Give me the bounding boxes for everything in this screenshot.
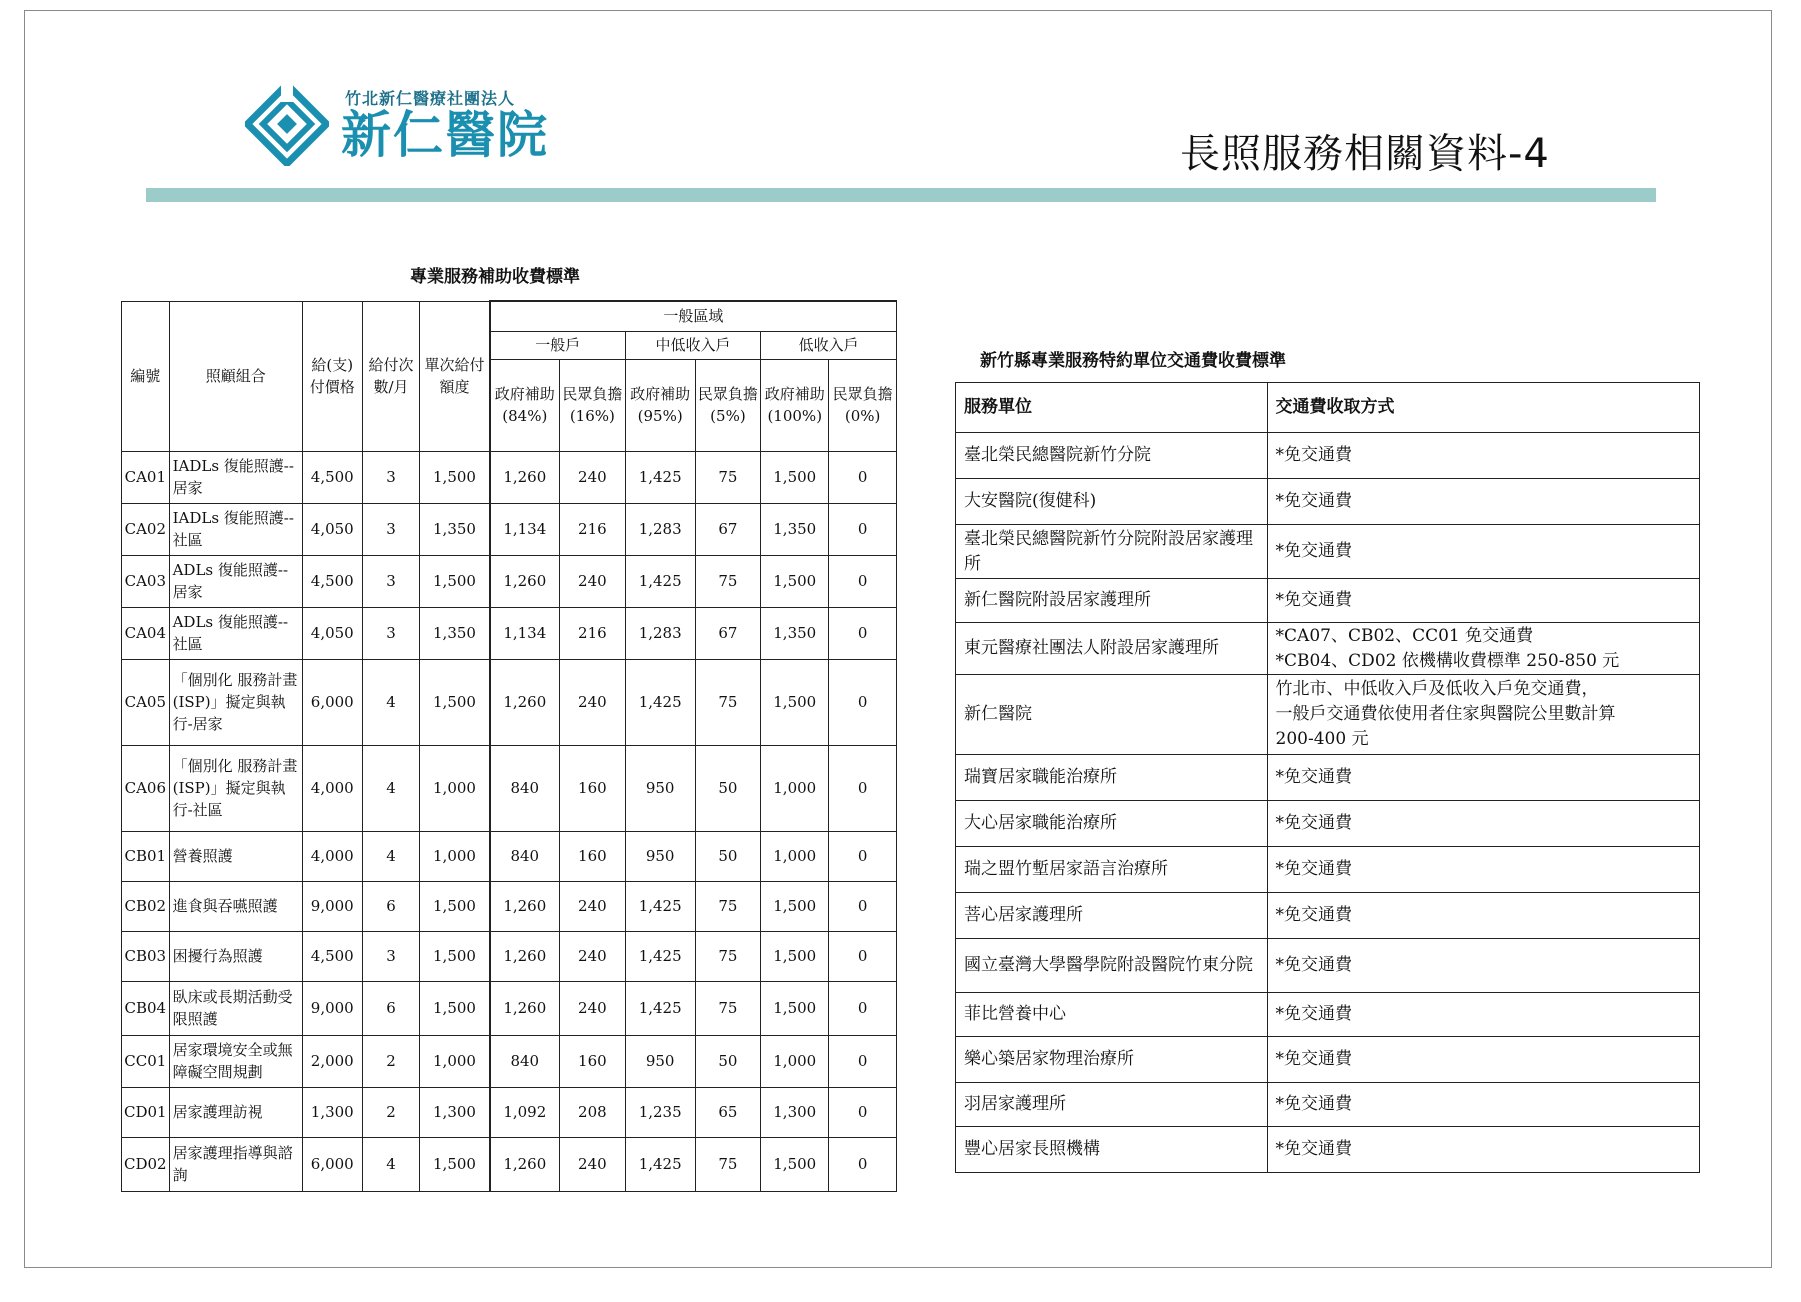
cell-gov-100: 1,500 [761,451,829,503]
header-price: 給(支)付價格 [302,301,362,451]
header-unit: 服務單位 [956,383,1268,433]
cell-times: 4 [362,1137,420,1191]
cell-gov-100: 1,500 [761,981,829,1035]
table-row [956,433,1700,479]
cell-price: 1,300 [302,1087,362,1137]
cell-gov-95: 950 [625,831,695,881]
cell-fee: 竹北市、中低收入戶及低收入戶免交通費， 一般戶交通費依使用者住家與醫院公里數計算 200-400 元 [1267,675,1699,755]
hospital-logo [245,82,605,162]
cell-fee: *免交通費 [1267,939,1699,993]
cell-self-0: 0 [829,931,897,981]
cell-times: 3 [362,503,420,555]
cell-gov-95: 1,425 [625,881,695,931]
cell-self-5: 75 [695,451,761,503]
cell-gov-95: 1,425 [625,931,695,981]
cell-self-5: 75 [695,659,761,745]
cell-name: IADLs 復能照護--社區 [169,503,302,555]
cell-self-5: 75 [695,555,761,607]
cell-code: CC01 [122,1035,170,1087]
cell-self-16: 240 [559,1137,625,1191]
cell-gov-84: 1,092 [490,1087,560,1137]
cell-name: 居家護理指導與諮詢 [169,1137,302,1191]
cell-self-0: 0 [829,1035,897,1087]
cell-unit: 國立臺灣大學醫學院附設醫院竹東分院 [956,939,1268,993]
cell-fee: *免交通費 [1267,993,1699,1037]
cell-code: CA06 [122,745,170,831]
cell-unit: 臺北榮民總醫院新竹分院附設居家護理所 [956,525,1268,579]
cell-self-5: 75 [695,931,761,981]
cell-self-0: 0 [829,1087,897,1137]
cell-quota: 1,500 [420,931,490,981]
cell-quota: 1,500 [420,451,490,503]
cell-gov-95: 1,425 [625,659,695,745]
cell-times: 6 [362,881,420,931]
cell-gov-84: 1,260 [490,1137,560,1191]
table-row [122,451,897,503]
header-gov-84: 政府補助(84%) [490,359,560,451]
cell-self-0: 0 [829,745,897,831]
cell-unit: 菲比營養中心 [956,993,1268,1037]
cell-gov-95: 1,235 [625,1087,695,1137]
cell-name: 「個別化 服務計畫(ISP)」擬定與執行-社區 [169,745,302,831]
table-row [122,831,897,881]
cell-fee: *免交通費 [1267,847,1699,893]
cell-times: 3 [362,451,420,503]
cell-gov-84: 1,134 [490,503,560,555]
header-combo: 照顧組合 [169,301,302,451]
cell-self-5: 67 [695,607,761,659]
cell-fee: *免交通費 [1267,1127,1699,1173]
cell-gov-84: 1,134 [490,607,560,659]
cell-quota: 1,350 [420,607,490,659]
cell-unit: 豐心居家長照機構 [956,1127,1268,1173]
table-row [956,525,1700,579]
cell-gov-84: 840 [490,1035,560,1087]
cell-self-0: 0 [829,881,897,931]
table-row [956,1083,1700,1127]
cell-name: 困擾行為照護 [169,931,302,981]
header-general: 一般戶 [490,331,626,359]
cell-self-16: 216 [559,607,625,659]
cell-gov-100: 1,300 [761,1087,829,1137]
table-row [956,847,1700,893]
table-row [956,623,1700,675]
cell-name: 臥床或長期活動受限照護 [169,981,302,1035]
cell-self-16: 240 [559,881,625,931]
cell-self-0: 0 [829,981,897,1035]
cell-name: IADLs 復能照護--居家 [169,451,302,503]
cell-self-5: 75 [695,981,761,1035]
cell-gov-95: 1,425 [625,451,695,503]
table-row [122,659,897,745]
cell-name: 進食與吞嚥照護 [169,881,302,931]
cell-gov-100: 1,000 [761,1035,829,1087]
cell-self-5: 50 [695,831,761,881]
cell-unit: 瑞之盟竹塹居家語言治療所 [956,847,1268,893]
cell-self-0: 0 [829,555,897,607]
cell-quota: 1,500 [420,555,490,607]
cell-quota: 1,500 [420,981,490,1035]
header-mid-low: 中低收入戶 [625,331,761,359]
table-row [956,993,1700,1037]
cell-name: 營養照護 [169,831,302,881]
cell-times: 4 [362,659,420,745]
logo-name: 新仁醫院 [341,106,549,164]
cell-fee: *CA07、CB02、CC01 免交通費 *CB04、CD02 依機構收費標準 250-850 元 [1267,623,1699,675]
cell-unit: 東元醫療社團法人附設居家護理所 [956,623,1268,675]
cell-gov-84: 1,260 [490,451,560,503]
header-gov-95: 政府補助(95%) [625,359,695,451]
cell-self-16: 160 [559,745,625,831]
cell-gov-95: 1,425 [625,981,695,1035]
cell-gov-100: 1,500 [761,1137,829,1191]
cell-gov-100: 1,350 [761,503,829,555]
cell-gov-84: 840 [490,831,560,881]
cell-gov-84: 1,260 [490,981,560,1035]
cell-code: CD01 [122,1087,170,1137]
cell-unit: 新仁醫院附設居家護理所 [956,579,1268,623]
cell-self-0: 0 [829,451,897,503]
cell-gov-100: 1,350 [761,607,829,659]
cell-times: 3 [362,931,420,981]
cell-self-5: 75 [695,881,761,931]
cell-quota: 1,000 [420,745,490,831]
table-row [122,881,897,931]
left-table-caption: 專業服務補助收費標準 [410,267,580,287]
cell-self-16: 240 [559,555,625,607]
cell-fee: *免交通費 [1267,755,1699,801]
cell-unit: 菩心居家護理所 [956,893,1268,939]
header-code: 編號 [122,301,170,451]
table-row [122,981,897,1035]
table-row [956,579,1700,623]
cell-price: 6,000 [302,659,362,745]
cell-code: CA05 [122,659,170,745]
cell-times: 2 [362,1087,420,1137]
cell-self-0: 0 [829,503,897,555]
table-row [956,675,1700,755]
table-row [122,1087,897,1137]
table-row [122,503,897,555]
header-region: 一般區域 [490,301,897,331]
cell-self-5: 65 [695,1087,761,1137]
header-fee: 交通費收取方式 [1267,383,1699,433]
cell-code: CB01 [122,831,170,881]
cell-name: 居家護理訪視 [169,1087,302,1137]
table-row [956,893,1700,939]
cell-code: CA02 [122,503,170,555]
cell-quota: 1,000 [420,831,490,881]
cell-self-5: 50 [695,1035,761,1087]
cell-self-5: 67 [695,503,761,555]
cell-self-16: 160 [559,831,625,881]
cell-fee: *免交通費 [1267,525,1699,579]
table-row [122,745,897,831]
cell-quota: 1,500 [420,659,490,745]
cell-gov-95: 1,425 [625,1137,695,1191]
cell-times: 6 [362,981,420,1035]
cell-gov-84: 840 [490,745,560,831]
cell-fee: *免交通費 [1267,893,1699,939]
cell-price: 4,050 [302,503,362,555]
cell-times: 4 [362,745,420,831]
cell-gov-95: 950 [625,1035,695,1087]
header-quota: 單次給付額度 [420,301,490,451]
header-gov-100: 政府補助(100%) [761,359,829,451]
cell-gov-95: 1,283 [625,607,695,659]
header-self-16: 民眾負擔(16%) [559,359,625,451]
logo-mark-icon [245,82,329,166]
subsidy-fee-table [121,300,897,1192]
cell-fee: *免交通費 [1267,579,1699,623]
cell-unit: 樂心築居家物理治療所 [956,1037,1268,1083]
logo-subtitle: 竹北新仁醫療社團法人 [345,89,516,108]
cell-price: 9,000 [302,981,362,1035]
cell-times: 3 [362,607,420,659]
cell-gov-95: 1,425 [625,555,695,607]
cell-gov-100: 1,000 [761,745,829,831]
cell-quota: 1,350 [420,503,490,555]
cell-quota: 1,500 [420,881,490,931]
table-row [956,939,1700,993]
cell-times: 2 [362,1035,420,1087]
cell-gov-100: 1,000 [761,831,829,881]
cell-fee: *免交通費 [1267,1083,1699,1127]
header-self-0: 民眾負擔(0%) [829,359,897,451]
cell-gov-84: 1,260 [490,555,560,607]
cell-unit: 大心居家職能治療所 [956,801,1268,847]
cell-price: 4,050 [302,607,362,659]
header-low: 低收入戶 [761,331,897,359]
cell-quota: 1,000 [420,1035,490,1087]
cell-self-16: 240 [559,981,625,1035]
cell-self-16: 240 [559,451,625,503]
cell-gov-100: 1,500 [761,931,829,981]
table-row [122,555,897,607]
cell-unit: 瑞寶居家職能治療所 [956,755,1268,801]
cell-self-5: 75 [695,1137,761,1191]
cell-self-16: 160 [559,1035,625,1087]
cell-quota: 1,500 [420,1137,490,1191]
cell-gov-95: 950 [625,745,695,831]
cell-self-16: 240 [559,659,625,745]
cell-times: 3 [362,555,420,607]
cell-code: CB03 [122,931,170,981]
cell-self-16: 208 [559,1087,625,1137]
right-table-caption: 新竹縣專業服務特約單位交通費收費標準 [980,351,1286,371]
table-row [956,479,1700,525]
cell-price: 9,000 [302,881,362,931]
table-row [956,1037,1700,1083]
cell-gov-100: 1,500 [761,555,829,607]
transport-fee-table [955,382,1700,1173]
cell-unit: 臺北榮民總醫院新竹分院 [956,433,1268,479]
cell-price: 4,000 [302,831,362,881]
header-self-5: 民眾負擔(5%) [695,359,761,451]
cell-code: CA01 [122,451,170,503]
table-row [122,1137,897,1191]
cell-code: CB04 [122,981,170,1035]
header-times: 給付次數/月 [362,301,420,451]
cell-self-5: 50 [695,745,761,831]
accent-bar [146,188,1656,202]
cell-price: 4,500 [302,555,362,607]
table-row [122,607,897,659]
cell-fee: *免交通費 [1267,801,1699,847]
cell-fee: *免交通費 [1267,479,1699,525]
cell-self-0: 0 [829,831,897,881]
cell-code: CD02 [122,1137,170,1191]
cell-price: 6,000 [302,1137,362,1191]
page-title: 長照服務相關資料-4 [1180,131,1550,177]
cell-self-0: 0 [829,1137,897,1191]
cell-gov-84: 1,260 [490,659,560,745]
cell-price: 4,500 [302,931,362,981]
table-row [122,1035,897,1087]
cell-gov-100: 1,500 [761,659,829,745]
cell-self-0: 0 [829,659,897,745]
table-row [956,755,1700,801]
cell-name: ADLs 復能照護--社區 [169,607,302,659]
cell-quota: 1,300 [420,1087,490,1137]
cell-unit: 大安醫院(復健科) [956,479,1268,525]
table-row [956,801,1700,847]
cell-code: CA03 [122,555,170,607]
cell-price: 4,500 [302,451,362,503]
cell-fee: *免交通費 [1267,1037,1699,1083]
cell-price: 4,000 [302,745,362,831]
table-row [956,1127,1700,1173]
cell-times: 4 [362,831,420,881]
cell-unit: 羽居家護理所 [956,1083,1268,1127]
cell-gov-95: 1,283 [625,503,695,555]
cell-self-0: 0 [829,607,897,659]
table-row [122,931,897,981]
cell-code: CB02 [122,881,170,931]
cell-gov-84: 1,260 [490,931,560,981]
cell-code: CA04 [122,607,170,659]
cell-gov-84: 1,260 [490,881,560,931]
cell-name: 居家環境安全或無障礙空間規劃 [169,1035,302,1087]
cell-name: ADLs 復能照護--居家 [169,555,302,607]
cell-fee: *免交通費 [1267,433,1699,479]
cell-price: 2,000 [302,1035,362,1087]
cell-unit: 新仁醫院 [956,675,1268,755]
cell-self-16: 240 [559,931,625,981]
cell-self-16: 216 [559,503,625,555]
cell-name: 「個別化 服務計畫(ISP)」擬定與執行-居家 [169,659,302,745]
cell-gov-100: 1,500 [761,881,829,931]
